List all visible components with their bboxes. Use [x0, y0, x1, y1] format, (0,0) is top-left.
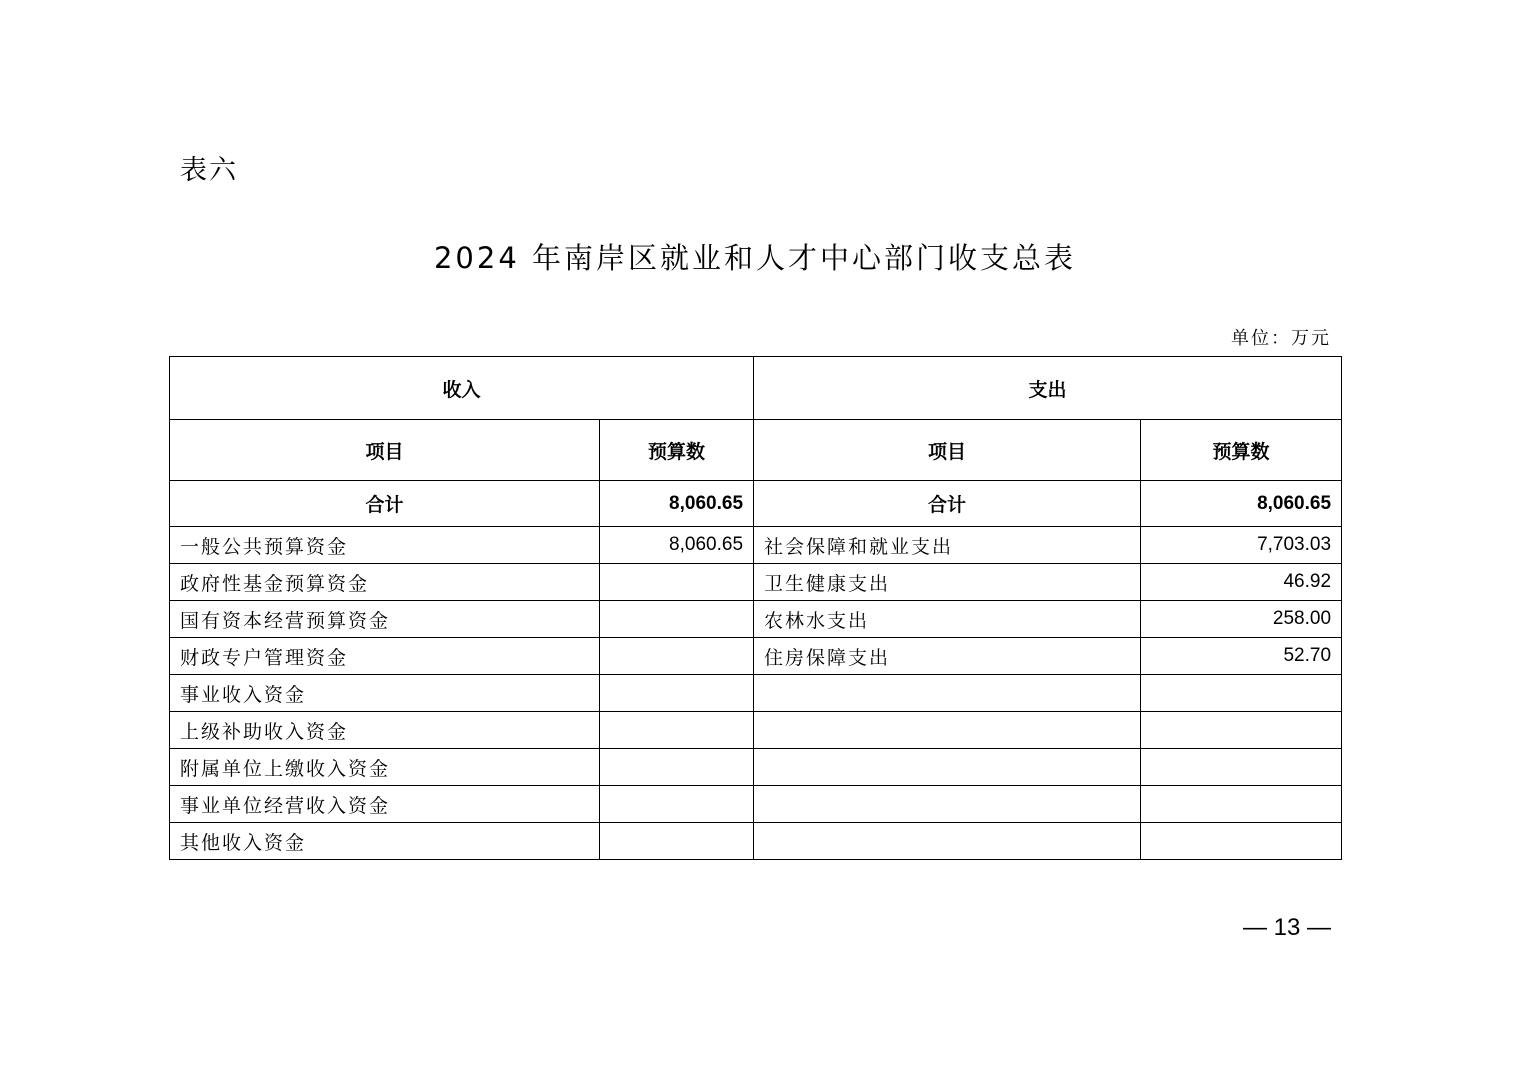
income-value: 8,060.65 [600, 527, 754, 564]
table-row [170, 823, 1342, 860]
expense-item: 社会保障和就业支出 [754, 527, 1141, 564]
income-item: 事业收入资金 [170, 675, 600, 712]
expense-item [754, 712, 1141, 749]
income-item: 财政专户管理资金 [170, 638, 600, 675]
expense-value: 7,703.03 [1141, 527, 1342, 564]
total-row [170, 481, 1342, 527]
expense-value [1141, 675, 1342, 712]
expense-section-header: 支出 [754, 357, 1342, 420]
table-label: 表六 [180, 155, 238, 186]
income-value [600, 712, 754, 749]
expense-item: 卫生健康支出 [754, 564, 1141, 601]
budget-table [169, 356, 1342, 860]
table-row [170, 712, 1342, 749]
table-row [170, 638, 1342, 675]
expense-item [754, 823, 1141, 860]
income-total-value: 8,060.65 [600, 481, 754, 527]
income-budget-header: 预算数 [600, 420, 754, 481]
income-item: 事业单位经营收入资金 [170, 786, 600, 823]
expense-item-header: 项目 [754, 420, 1141, 481]
expense-total-label: 合计 [754, 481, 1141, 527]
income-item-header: 项目 [170, 420, 600, 481]
page-number: — 13 — [1242, 914, 1331, 941]
income-value [600, 638, 754, 675]
income-item: 国有资本经营预算资金 [170, 601, 600, 638]
income-item: 附属单位上缴收入资金 [170, 749, 600, 786]
income-value [600, 601, 754, 638]
unit-label: 单位：万元 [1231, 328, 1331, 349]
expense-item [754, 786, 1141, 823]
income-value [600, 823, 754, 860]
table-row [170, 601, 1342, 638]
income-total-label: 合计 [170, 481, 600, 527]
table-row [170, 564, 1342, 601]
income-value [600, 786, 754, 823]
expense-item: 住房保障支出 [754, 638, 1141, 675]
table-row [170, 527, 1342, 564]
expense-value [1141, 749, 1342, 786]
income-value [600, 564, 754, 601]
expense-value: 46.92 [1141, 564, 1342, 601]
expense-item [754, 749, 1141, 786]
expense-total-value: 8,060.65 [1141, 481, 1342, 527]
expense-value [1141, 823, 1342, 860]
expense-item [754, 675, 1141, 712]
expense-value: 258.00 [1141, 601, 1342, 638]
income-value [600, 749, 754, 786]
column-header-row [170, 420, 1342, 481]
expense-item: 农林水支出 [754, 601, 1141, 638]
page-title: 2024 年南岸区就业和人才中心部门收支总表 [433, 241, 1077, 275]
table-row [170, 786, 1342, 823]
income-item: 政府性基金预算资金 [170, 564, 600, 601]
table-row [170, 675, 1342, 712]
income-item: 上级补助收入资金 [170, 712, 600, 749]
section-header-row [170, 357, 1342, 420]
expense-value [1141, 786, 1342, 823]
expense-budget-header: 预算数 [1141, 420, 1342, 481]
income-value [600, 675, 754, 712]
expense-value [1141, 712, 1342, 749]
income-item: 其他收入资金 [170, 823, 600, 860]
income-item: 一般公共预算资金 [170, 527, 600, 564]
income-section-header: 收入 [170, 357, 754, 420]
table-row [170, 749, 1342, 786]
expense-value: 52.70 [1141, 638, 1342, 675]
